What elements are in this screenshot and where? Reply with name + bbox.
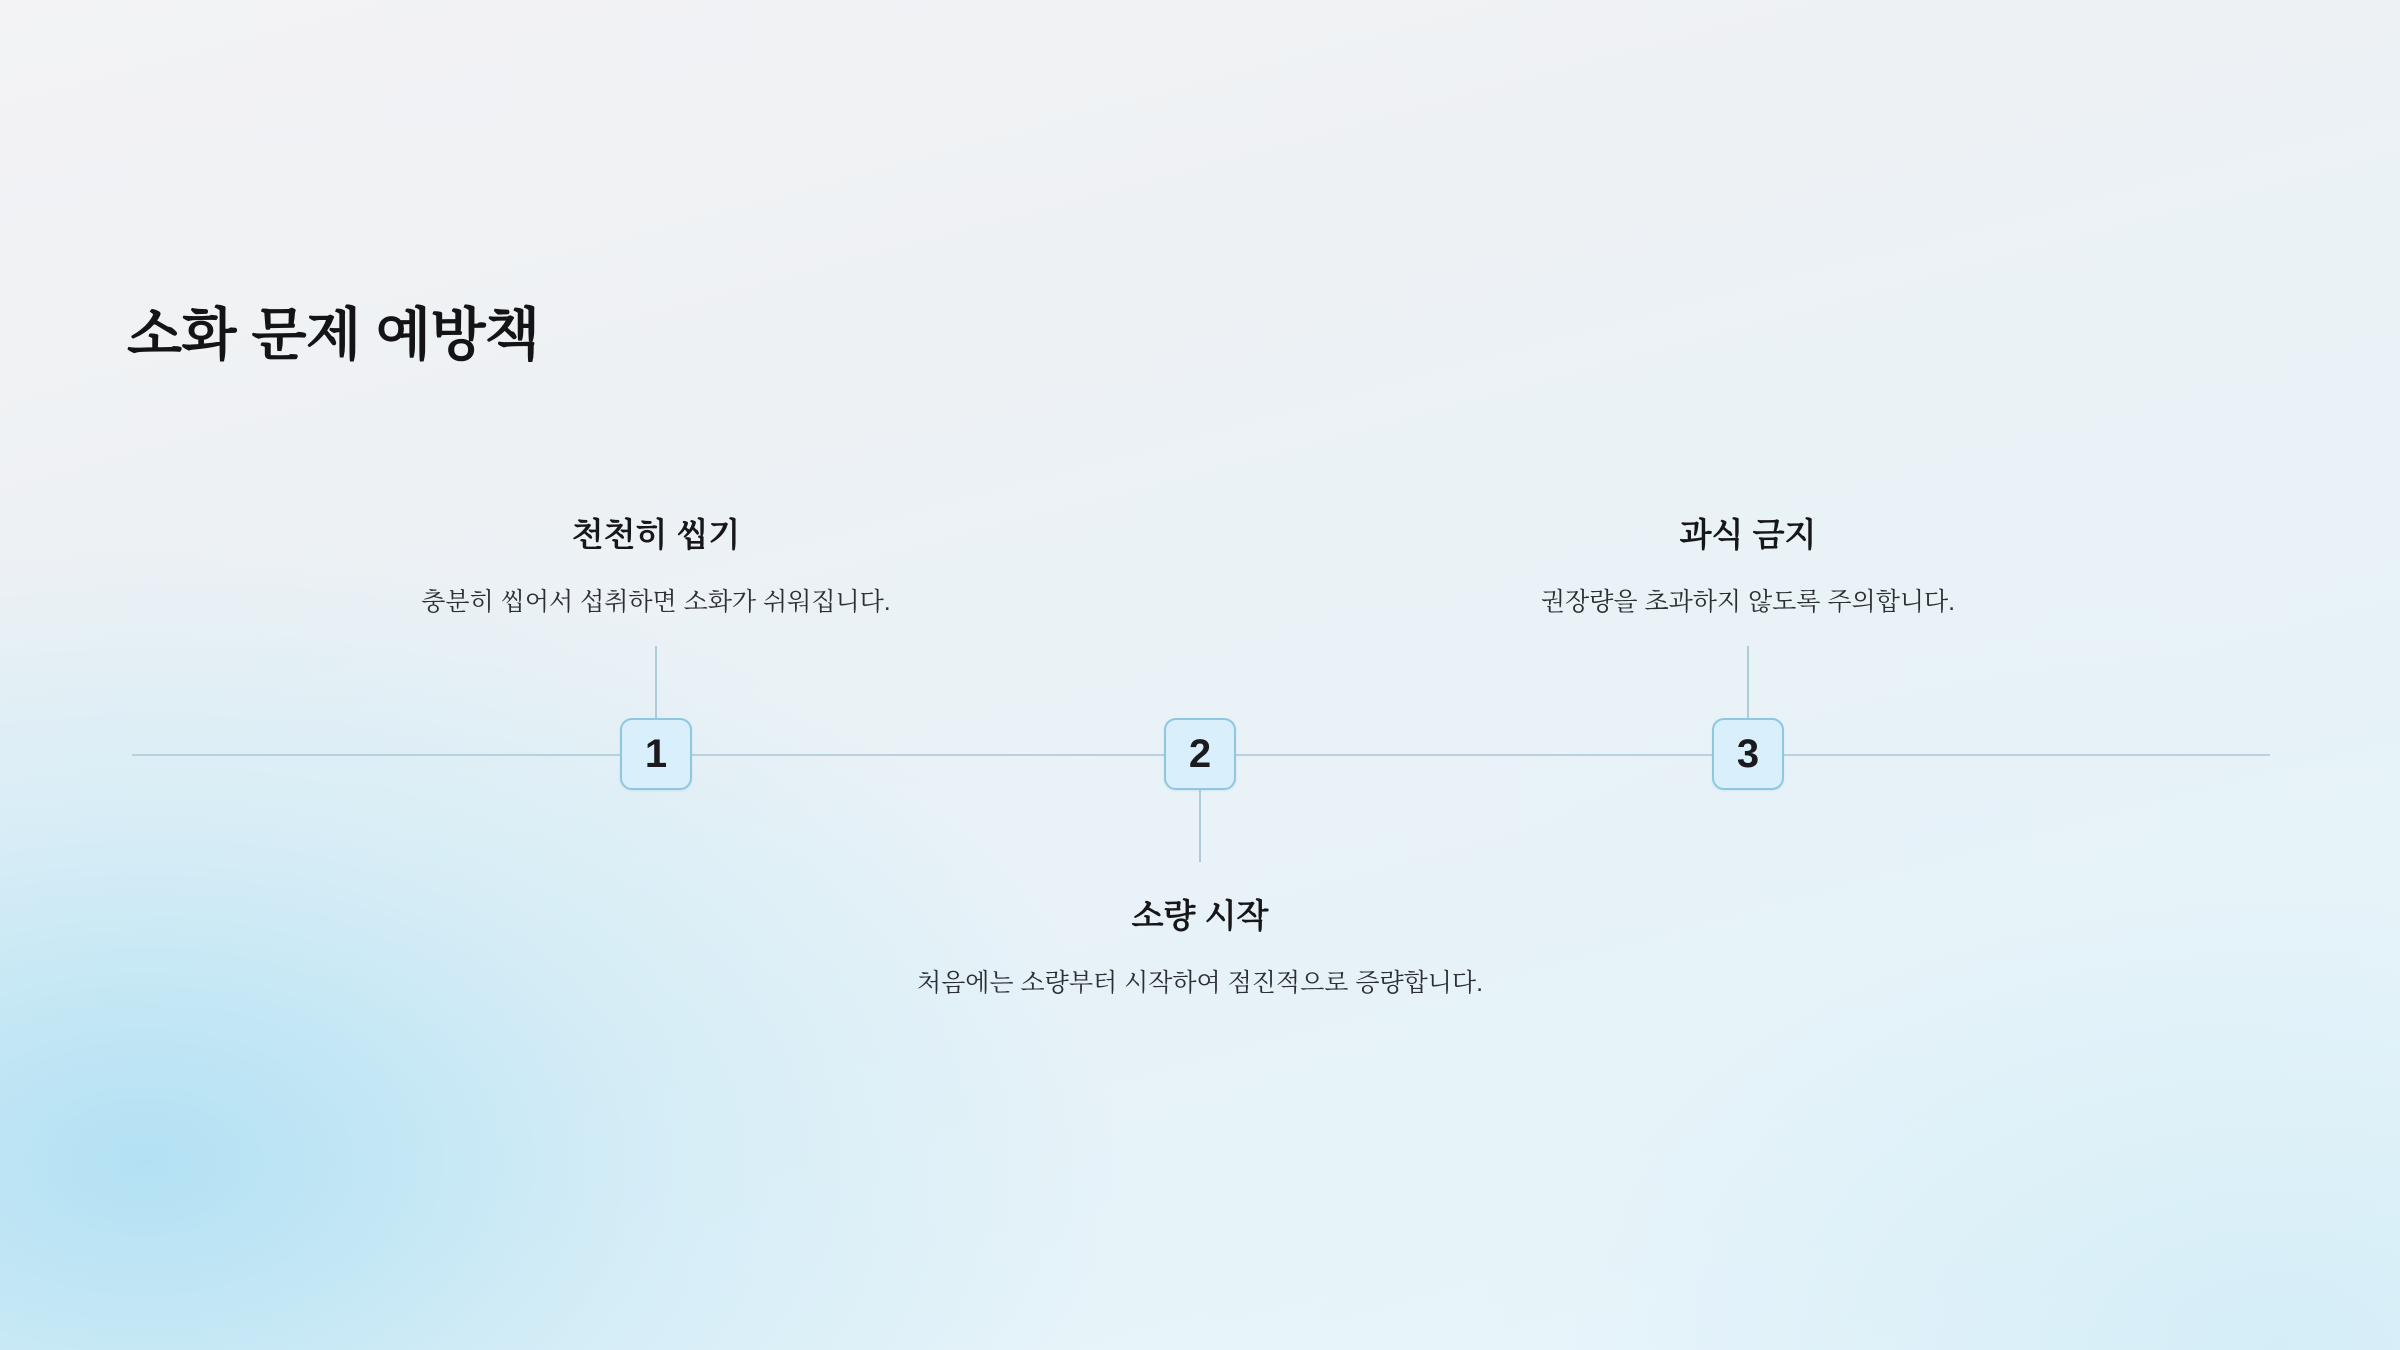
page-title: 소화 문제 예방책 xyxy=(127,303,540,367)
milestone-title-2: 소량 시작 xyxy=(1131,897,1269,934)
milestone-connector-2 xyxy=(1199,790,1201,862)
milestone-label-1 xyxy=(276,509,1036,618)
milestone-connector-3 xyxy=(1747,646,1749,718)
milestone-description-2: 처음에는 소량부터 시작하여 점진적으로 증량합니다. xyxy=(916,969,1484,997)
milestone-connector-1 xyxy=(655,646,657,718)
milestone-description-1: 충분히 씹어서 섭취하면 소화가 쉬워집니다. xyxy=(421,588,891,616)
milestone-label-2 xyxy=(820,890,1580,999)
milestone-title-1: 천천히 씹기 xyxy=(571,516,741,553)
milestone-node-1[interactable]: 1 xyxy=(620,718,692,790)
milestone-node-3[interactable]: 3 xyxy=(1712,718,1784,790)
milestone-node-2[interactable]: 2 xyxy=(1164,718,1236,790)
milestone-title-3: 과식 금지 xyxy=(1679,516,1817,553)
milestone-label-3 xyxy=(1368,509,2128,618)
milestone-description-3: 권장량을 초과하지 않도록 주의합니다. xyxy=(1540,588,1956,616)
